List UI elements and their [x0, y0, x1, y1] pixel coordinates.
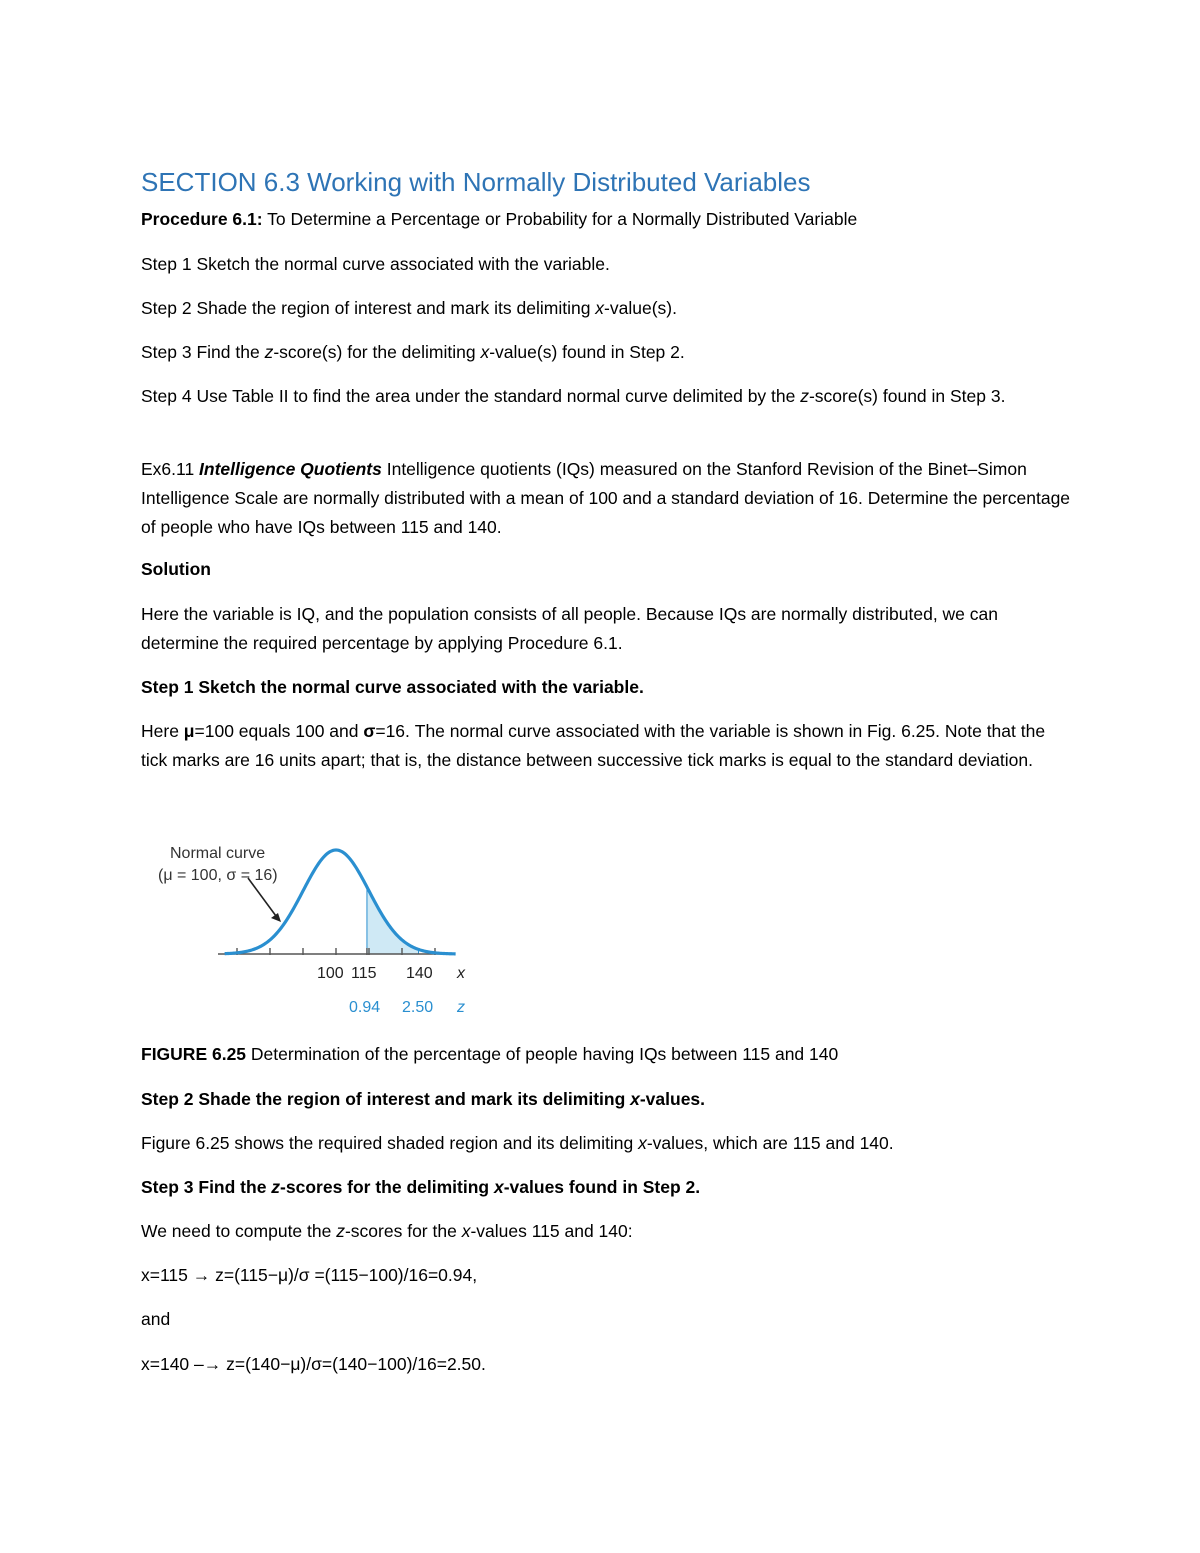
- figure-caption: [141, 1040, 838, 1069]
- pointer-arrow-head: [271, 913, 281, 922]
- step3-heading-z: z: [271, 1177, 281, 1197]
- step2-body-x: x: [638, 1133, 647, 1153]
- solution-heading: [141, 555, 211, 584]
- step2-body-b: -values, which are 115 and 140.: [646, 1133, 894, 1153]
- solution-intro: Here the variable is IQ, and the population consists of all people. Because IQs are normally distributed, we can determine the required percentage by applying Procedure 6.1.: [141, 604, 998, 653]
- step-3-z: z: [264, 342, 274, 362]
- step3-heading-x: x: [493, 1177, 504, 1197]
- z-label-250: 2.50: [402, 999, 434, 1016]
- step-3-mid: -score(s) for the delimiting: [273, 342, 481, 362]
- procedure-line: [141, 205, 857, 234]
- step-3-x: x: [480, 342, 490, 362]
- step-4: [141, 382, 1071, 411]
- step-3-tail: -value(s) found in Step 2.: [489, 342, 685, 362]
- solution-heading-text: Solution: [141, 559, 211, 579]
- shaded-region: [367, 887, 419, 954]
- step-4-z: z: [800, 386, 809, 406]
- solution-step1-heading: [141, 673, 644, 702]
- step-2-text: Step 2 Shade the region of interest and mark its delimiting: [141, 298, 596, 318]
- step-2-x: x: [595, 298, 605, 318]
- x-label-115: 115: [351, 965, 377, 982]
- x-label-140: 140: [406, 965, 433, 982]
- step2-heading-a: Step 2 Shade the region of interest and mark its delimiting: [141, 1089, 631, 1109]
- step3-body-a: We need to compute the: [141, 1221, 337, 1241]
- step2-body: [141, 1129, 894, 1158]
- step3-body-c: -values 115 and 140:: [470, 1221, 633, 1241]
- step3-heading: [141, 1173, 700, 1202]
- step-4-text: Step 4 Use Table II to find the area under the standard normal curve delimited by the: [141, 386, 801, 406]
- caption-text: Determination of the percentage of people having IQs between 115 and 140: [246, 1044, 839, 1064]
- step3-heading-c: -values found in Step 2.: [503, 1177, 701, 1197]
- step1-body-c: =16. The normal curve associated with the variable is shown in Fig. 6.25. Note that the tick marks are 16 units apart; that is, the distance between successive tick marks is equal to the standard deviation.: [141, 721, 1046, 770]
- solution-step1-heading-text: Step 1 Sketch the normal curve associated with the variable.: [141, 677, 644, 697]
- procedure-text: To Determine a Percentage or Probability for a Normally Distributed Variable: [262, 209, 858, 229]
- step3-heading-a: Step 3 Find the: [141, 1177, 272, 1197]
- solution-step1-body: [141, 717, 1071, 775]
- normal-curve-figure: [140, 828, 490, 1028]
- example-name: Intelligence Quotients: [199, 459, 382, 479]
- mu-symbol: μ: [183, 721, 195, 741]
- normal-curve: [225, 850, 456, 954]
- procedure-label: Procedure 6.1:: [141, 209, 263, 229]
- z-label-094: 0.94: [349, 999, 381, 1016]
- step2-heading-x: x: [630, 1089, 640, 1109]
- step1-body-a: Here: [141, 721, 184, 741]
- equation-1: x=115 → z=(115−μ)/σ =(115−100)/16=0.94,: [141, 1265, 478, 1285]
- caption-label: FIGURE 6.25: [141, 1044, 247, 1064]
- section-title: SECTION 6.3 Working with Normally Distributed Variables: [141, 167, 811, 197]
- step3-body-x: x: [461, 1221, 471, 1241]
- step3-body-z: z: [336, 1221, 345, 1241]
- step2-heading-b: -values.: [639, 1089, 706, 1109]
- sigma-symbol: σ: [363, 721, 376, 741]
- curve-label-2: (μ = 100, σ = 16): [158, 867, 278, 884]
- equation-2: x=140 –→ z=(140−μ)/σ=(140−100)/16=2.50.: [141, 1354, 486, 1374]
- step-3: [141, 338, 685, 367]
- x-variable: x: [457, 965, 465, 982]
- step-4-tail: -score(s) found in Step 3.: [808, 386, 1006, 406]
- z-variable: z: [457, 999, 465, 1016]
- x-label-100: 100: [317, 965, 344, 982]
- example-text: Intelligence quotients (IQs) measured on the Stanford Revision of the Binet–Simon Intelligence Scale are normally distributed with a mean of 100 and a standard deviation of 16. Determine the percentage of people who have IQs between 115 and 140.: [141, 459, 1071, 537]
- step2-heading: [141, 1085, 705, 1114]
- step3-body: [141, 1217, 633, 1246]
- step-3-text: Step 3 Find the: [141, 342, 265, 362]
- step1-body-b: =100 equals 100 and: [194, 721, 364, 741]
- step-2: [141, 294, 677, 323]
- step-2-tail: -value(s).: [604, 298, 677, 318]
- example-code: Ex6.11: [141, 459, 200, 479]
- example-paragraph: [141, 455, 1071, 542]
- step-1: Step 1 Sketch the normal curve associated with the variable.: [141, 254, 610, 274]
- step3-body-b: -scores for the: [344, 1221, 462, 1241]
- and-text: and: [141, 1309, 171, 1329]
- step2-body-a: Figure 6.25 shows the required shaded region and its delimiting: [141, 1133, 639, 1153]
- step3-heading-b: -scores for the delimiting: [280, 1177, 494, 1197]
- figure-6-25: [140, 828, 490, 1028]
- curve-label-1: Normal curve: [170, 845, 266, 862]
